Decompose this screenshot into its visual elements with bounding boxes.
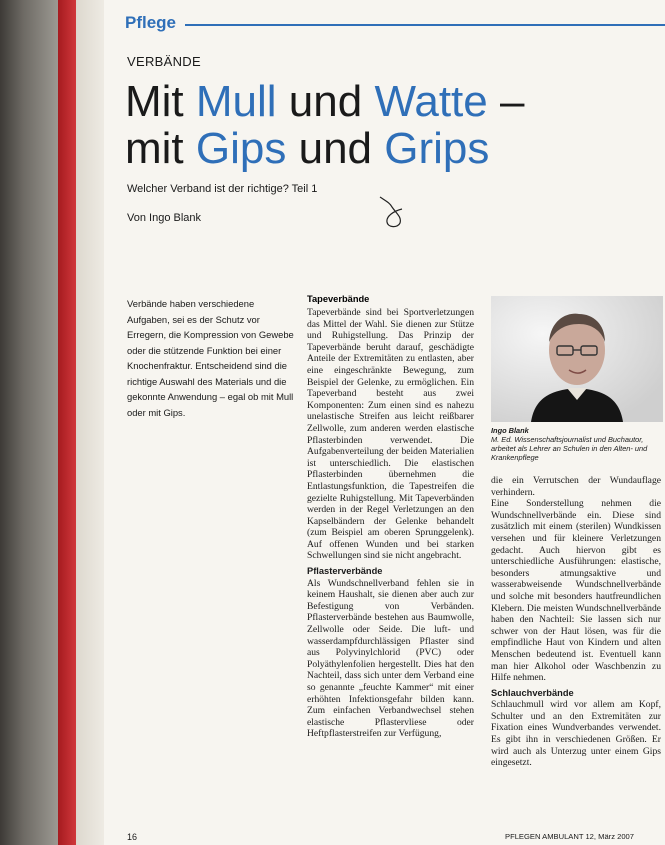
heading-pflasterverbaende: Pflasterverbände	[307, 566, 383, 577]
paragraph-wundschnellverbaende: Eine Sonderstellung nehmen die Wundschnellverbände ein. Diese sind zusätzlich mit einem (sterilen) Wundkissen versehen und für kleinere Verletzungen gedacht. Auch hiervon gibt es unterschiedliche Ausführungen: elastische, besonders atmungsaktive und wasserabweisende Wundschnellverbände und solche mit besonders hautfreundlichen Klebern. Die meisten Wundschnellverbände haben den Nachteil: Sie lassen sich nur schwer von der Haut lösen, was für die empfindliche Haut von Kindern und alten Menschen bedeutend ist. Eventuell kann man hier Alkohol oder Waschbenzin zu Hilfe nehmen.	[491, 498, 661, 684]
paragraph-schlauchverbaende: Schlauchmull wird vor allem am Kopf, Schulter und an den Extremitäten zur Fixation eines Wundverbandes verwendet. Es gibt ihn in verschiedenen Größen. Er wird auch als Unterzug unter einem Gips eingesetzt.	[491, 699, 661, 769]
caption-name: Ingo Blank	[491, 426, 529, 435]
page-gutter	[76, 0, 106, 845]
article-byline: Von Ingo Blank	[127, 212, 202, 224]
article-column-2	[307, 307, 474, 827]
paragraph-continuation: die ein Verrutschen der Wundauflage verhindern.	[491, 475, 661, 498]
article-subtitle: Welcher Verband ist der richtige? Teil 1	[127, 183, 318, 195]
topic-label: VERBÄNDE	[127, 54, 201, 69]
section-rule	[185, 24, 665, 26]
paragraph-pflasterverbaende: Als Wundschnellverband fehlen sie in keinem Haushalt, sie dienen aber auch zur Befestigung von Verbänden. Pflasterverbände bestehen aus Baumwolle, Zellwolle oder Seide. Die luft- und wasserdampfdurchlässigen Pflaster sind aus Polyvinylchlorid (PVC) oder Polyäthylenfolien hergestellt. Dies hat den Nachteil, dass sich unter dem Verband eine so genannte „feuchte Kammer“ mit einer erhöhten Infektionsgefahr bilden kann. Zum einfachen Verbandwechsel stehen elastische Pflastervliese oder Heftpflasterstreifen zur Verfügung,	[307, 577, 474, 740]
paragraph-tapeverbaende: Tapeverbände sind bei Sportverletzungen das Mittel der Wahl. Sie dienen zur Stütze und Ruhigstellung. Das Prinzip der Tapeverbände beruht darauf, geschädigte Anteile der Extremitäten zu entlasten, aber eine eingeschränkte Bewegung, zum Beispiel der Gelenke, zu ermöglichen. Ein Tapeverband besteht aus zwei Komponenten: Zum einen sind es nahezu unelastische Streifen aus leicht reißbarer Zellwolle, zum anderen werden elastische Pflasterbinden verwendet. Die Aufgabenverteilung der beiden Materialien ist unterschiedlich. Die elastischen Pflasterbinden übernehmen die Entlastungsfunktion, die Tapestreifen die gezielte Ruhigstellung. Mit Tapeverbänden werden in der Regel Verletzungen an den Kapselbändern der Gelenke behandelt (zum Beispiel am oberen Sprunggelenk). Auf offenen Wunden und bei starken Schwellungen sind sie nicht angebracht.	[307, 307, 474, 562]
red-page-edge	[58, 0, 76, 845]
article-headline	[125, 78, 524, 172]
binding-shadow	[0, 0, 58, 845]
headline-line-1: Mit Mull und Watte –	[125, 77, 525, 126]
photo-caption	[491, 426, 663, 462]
heading-schlauchverbaende: Schlauchverbände	[491, 687, 574, 698]
article-lead: Verbände haben verschiedene Aufgaben, sei es der Schutz vor Erregern, die Kompression von Gewebe oder die stützende Funktion bei einer Knochenfraktur. Entscheidend sind die richtige Auswahl des Materials und die gekonnte Anwendung – egal ob mit Mull oder mit Gips.	[127, 298, 294, 418]
publication-footer: PFLEGEN AMBULANT 12, März 2007	[505, 832, 635, 841]
caption-text: M. Ed. Wissenschaftsjournalist und Buchautor, arbeitet als Lehrer an Schulen in den Alten- und Krankenpflege	[491, 435, 648, 462]
author-photo	[491, 296, 663, 422]
heading-tapeverbaende: Tapeverbände	[307, 294, 370, 304]
article-column-3	[491, 475, 661, 828]
handwritten-mark	[372, 191, 412, 231]
section-label: Pflege	[125, 13, 177, 32]
headline-line-2: mit Gips und Grips	[125, 124, 490, 173]
page-number: 16	[127, 832, 138, 842]
